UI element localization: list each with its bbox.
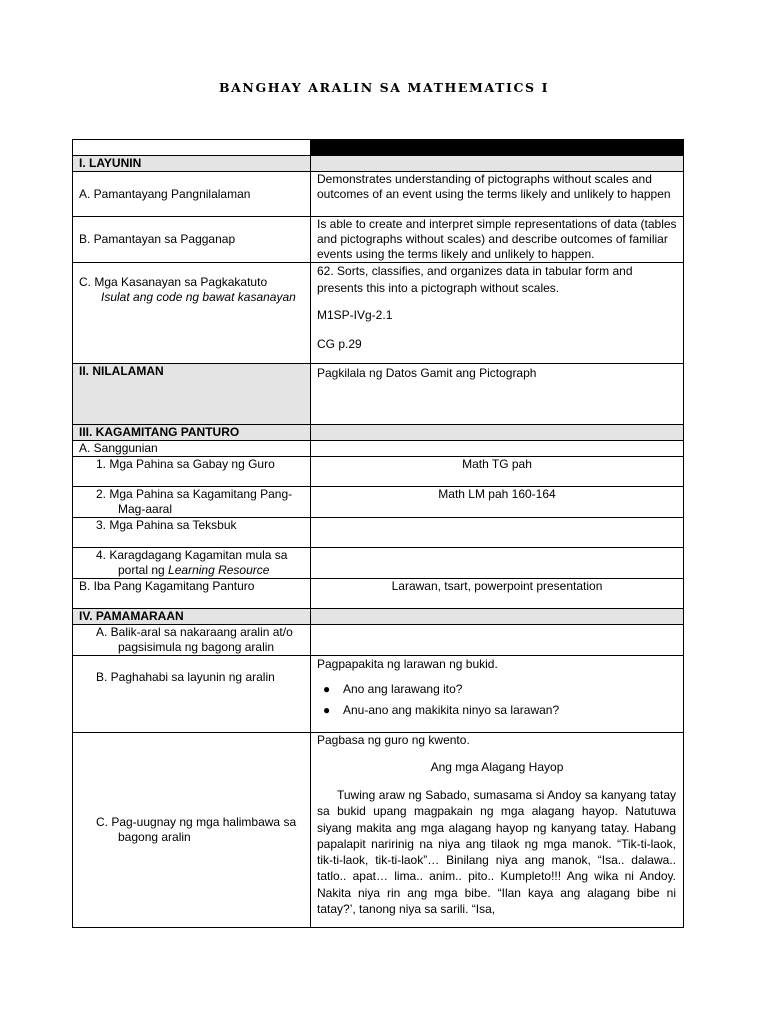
row-label	[73, 487, 311, 518]
label-line-2: pagsisimula ng bagong aralin	[118, 640, 275, 654]
story-intro: Pagbasa ng guro ng kwento.	[317, 733, 470, 747]
label-line-2: Mag-aaral	[118, 502, 173, 516]
label-line-1: C. Pag-uugnay ng mga halimbawa sa	[96, 815, 297, 829]
story-title: Ang mga Alagang Hayop	[430, 760, 564, 774]
row-sanggunian	[73, 441, 684, 457]
label-line-1: 2. Mga Pahina sa Kagamitang Pang-	[96, 487, 293, 501]
section-row-pamamaraan	[73, 609, 684, 625]
row-label: 1. Mga Pahina sa Gabay ng Guro	[73, 457, 311, 487]
row-label	[73, 263, 311, 364]
row-value: Larawan, tsart, powerpoint presentation	[311, 579, 684, 609]
row-value: Math LM pah 160-164	[311, 487, 684, 518]
row-paghahabi	[73, 656, 684, 733]
list-item: ● Ano ang larawang ito?	[323, 682, 463, 696]
row-value: Is able to create and interpret simple representations of data (tables and pictographs without scales) and describe outcomes of familiar events using the terms likely and unlikely to happen.	[311, 217, 684, 263]
row-nilalaman	[73, 364, 684, 425]
curriculum-guide-ref: CG p.29	[317, 337, 362, 351]
row-iba-pang-kagamitan	[73, 579, 684, 609]
row-label	[73, 733, 311, 928]
row-kagamitang-pang-mag-aaral	[73, 487, 684, 518]
section-title-layunin: I. LAYUNIN	[73, 156, 311, 172]
row-label: B. Iba Pang Kagamitang Panturo	[73, 579, 311, 609]
row-pamantayang-pangnilalaman	[73, 172, 684, 217]
label-line-2: bagong aralin	[118, 830, 191, 844]
row-value	[311, 263, 684, 364]
section-title-pamamaraan: IV. PAMAMARAAN	[73, 609, 311, 625]
row-label	[73, 625, 311, 656]
row-pag-uugnay	[73, 733, 684, 928]
lesson-plan-table	[72, 139, 684, 928]
row-label: A. Sanggunian	[73, 441, 311, 457]
story-text-container	[317, 787, 677, 917]
bullet-icon: ●	[323, 703, 331, 717]
row-value: Math TG pah	[311, 457, 684, 487]
label-line-1: 4. Karagdagang Kagamitan mula sa	[96, 548, 288, 562]
row-label	[73, 548, 311, 579]
row-balik-aral	[73, 625, 684, 656]
row-gabay-ng-guro	[73, 457, 684, 487]
row-pamantayan-sa-pagganap	[73, 217, 684, 263]
table-header-row	[73, 140, 684, 156]
row-value: Pagkilala ng Datos Gamit ang Pictograph	[311, 364, 684, 425]
row-value	[311, 733, 684, 928]
question-list	[317, 682, 677, 718]
competency-text: 62. Sorts, classifies, and organizes data in tabular form and presents this into a pictograph without scales.	[317, 264, 633, 295]
row-value: Demonstrates understanding of pictographs without scales and outcomes of an event using the terms likely and unlikely to happen	[311, 172, 684, 217]
row-label: 3. Mga Pahina sa Teksbuk	[73, 518, 311, 548]
row-value	[311, 656, 684, 733]
section-title-nilalaman: II. NILALAMAN	[73, 364, 311, 425]
list-item: ● Anu-ano ang makikita ninyo sa larawan?	[323, 703, 560, 717]
row-karagdagang-kagamitan	[73, 548, 684, 579]
document-title: BANGHAY ARALIN SA MATHEMATICS I	[218, 80, 550, 95]
row-mga-kasanayan	[73, 263, 684, 364]
paghahabi-text: Pagpapakita ng larawan ng bukid.	[317, 657, 498, 671]
kasanayan-sublabel: Isulat ang code ng bawat kasanayan	[101, 290, 296, 304]
section-row-layunin	[73, 156, 684, 172]
section-title-kagamitan: III. KAGAMITANG PANTURO	[73, 425, 311, 441]
header-cell-right	[311, 140, 684, 156]
label-line-2: portal ng Learning Resource	[118, 563, 270, 577]
row-label: A. Pamantayang Pangnilalaman	[73, 172, 311, 217]
label-line-1: A. Balik-aral sa nakaraang aralin at/o	[96, 625, 293, 639]
kasanayan-label: C. Mga Kasanayan sa Pagkakatuto	[79, 275, 268, 289]
row-label: B. Pamantayan sa Pagganap	[73, 217, 311, 263]
row-teksbuk	[73, 518, 684, 548]
story-text: Tuwing araw ng Sabado, sumasama si Andoy sa kanyang tatay sa bukid upang magpakain ng mga alagang hayop. Natutuwa siyang makita ang mga alagang hayop ng kanyang tatay. Habang papalapit naririnig na niya ang tilaok ng mga manok. “Tik-ti-laok, tik-ti-laok, tik-ti-laok”… Binilang niya ang manok, “Isa.. dalawa.. tatlo.. apat… lima.. anim.. pito.. Kumpleto!!! Ang wika ni Andoy. Nakita niya rin ang mga bibe. “Ilan kaya ang alagang bibe ni tatay?’, tanong niya sa sarili. “Isa,	[317, 788, 676, 917]
row-label: B. Paghahabi sa layunin ng aralin	[73, 656, 311, 733]
competency-code: M1SP-IVg-2.1	[317, 308, 393, 322]
header-cell-left	[73, 140, 311, 156]
bullet-icon: ●	[323, 682, 331, 696]
section-row-kagamitan	[73, 425, 684, 441]
